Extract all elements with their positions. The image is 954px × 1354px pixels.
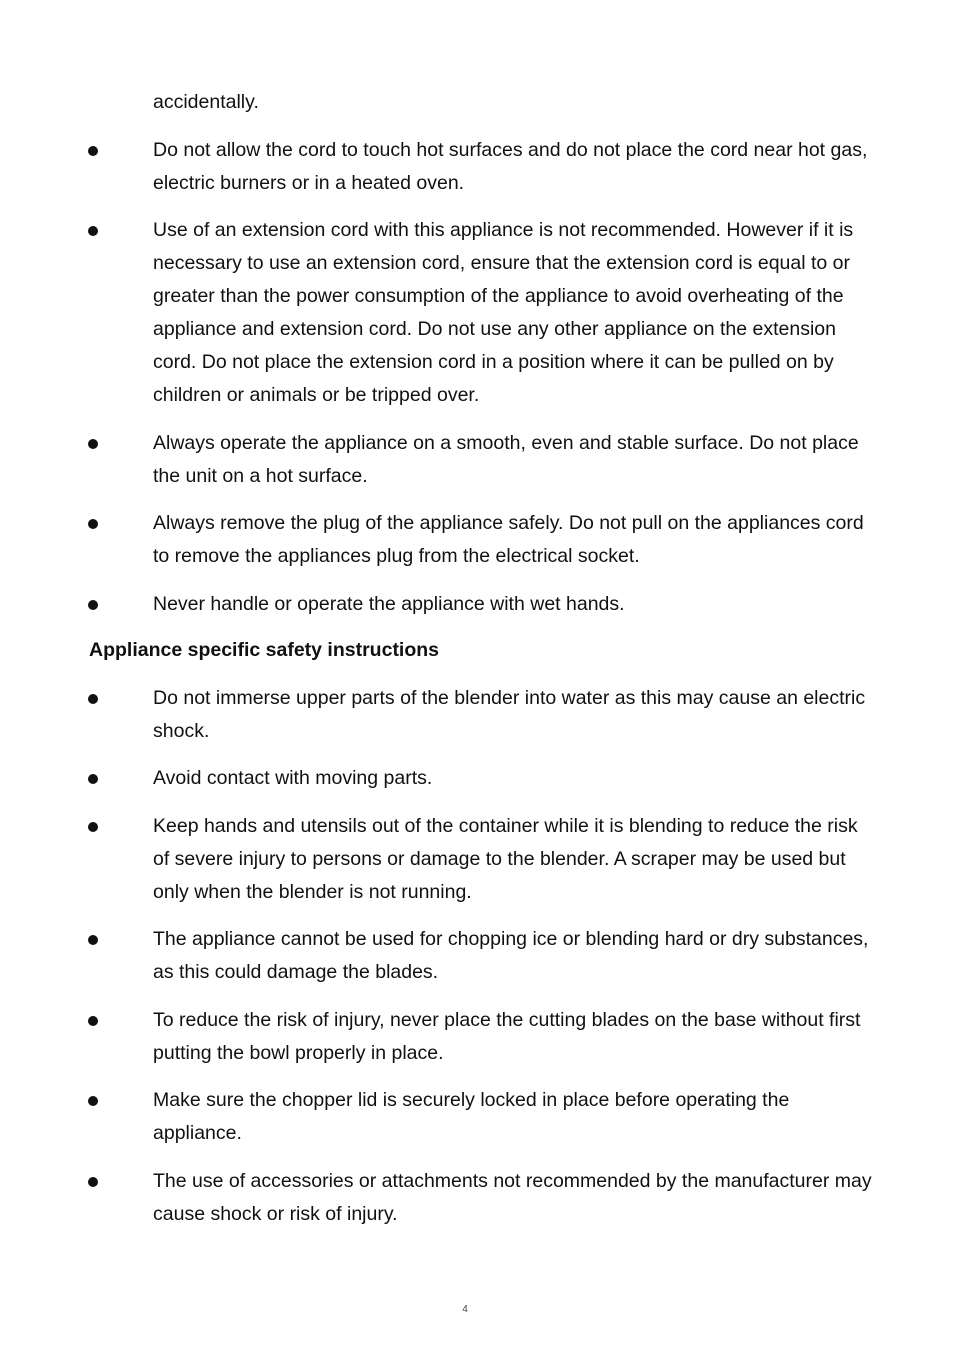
list-item-text: The appliance cannot be used for chopping ice or blending hard or dry substances, as this could damage the blades. [153,928,869,983]
bullet-icon [88,822,98,832]
list-item-text: Do not allow the cord to touch hot surfaces and do not place the cord near hot gas, electric burners or in a heated oven. [153,139,868,194]
list-item-text: Always operate the appliance on a smooth, even and stable surface. Do not place the unit on a hot surface. [153,432,859,487]
bullet-icon [88,439,98,449]
section-heading: Appliance specific safety instructions [89,639,440,661]
list-item-text: Use of an extension cord with this appliance is not recommended. However if it is necessary to use an extension cord, ensure that the extension cord is equal to or greater than the power consumption of the appliance to avoid overheating of the appliance and extension cord. Do not use any other appliance on the extension cord. Do not place the extension cord in a position where it can be pulled on by children or animals or be tripped over. [153,219,854,406]
bullet-icon [88,1096,98,1106]
bullet-icon [88,694,98,704]
list-item-text: Always remove the plug of the appliance safely. Do not pull on the appliances cord to remove the appliances plug from the electrical socket. [153,512,864,567]
continuation-text: accidentally. [153,91,259,113]
bullet-icon [88,519,98,529]
list-item-text: Keep hands and utensils out of the container while it is blending to reduce the risk of severe injury to persons or damage to the blender. A scraper may be used but only when the blender is not running. [153,815,858,903]
list-item-text: The use of accessories or attachments not recommended by the manufacturer may cause shock or risk of injury. [153,1170,872,1225]
bullet-icon [88,774,98,784]
bullet-icon [88,600,98,610]
bullet-icon [88,935,98,945]
page-number: 4 [462,1304,468,1315]
bullet-icon [88,1177,98,1187]
list-item-text: Make sure the chopper lid is securely locked in place before operating the appliance. [153,1089,790,1144]
bullet-icon [88,146,98,156]
bullet-icon [88,1016,98,1026]
list-item-text: To reduce the risk of injury, never place the cutting blades on the base without first putting the bowl properly in place. [153,1009,861,1064]
list-item-text: Never handle or operate the appliance with wet hands. [153,593,625,615]
bullet-icon [88,226,98,236]
list-item-text: Avoid contact with moving parts. [153,767,433,789]
list-item-text: Do not immerse upper parts of the blender into water as this may cause an electric shock. [153,687,866,742]
